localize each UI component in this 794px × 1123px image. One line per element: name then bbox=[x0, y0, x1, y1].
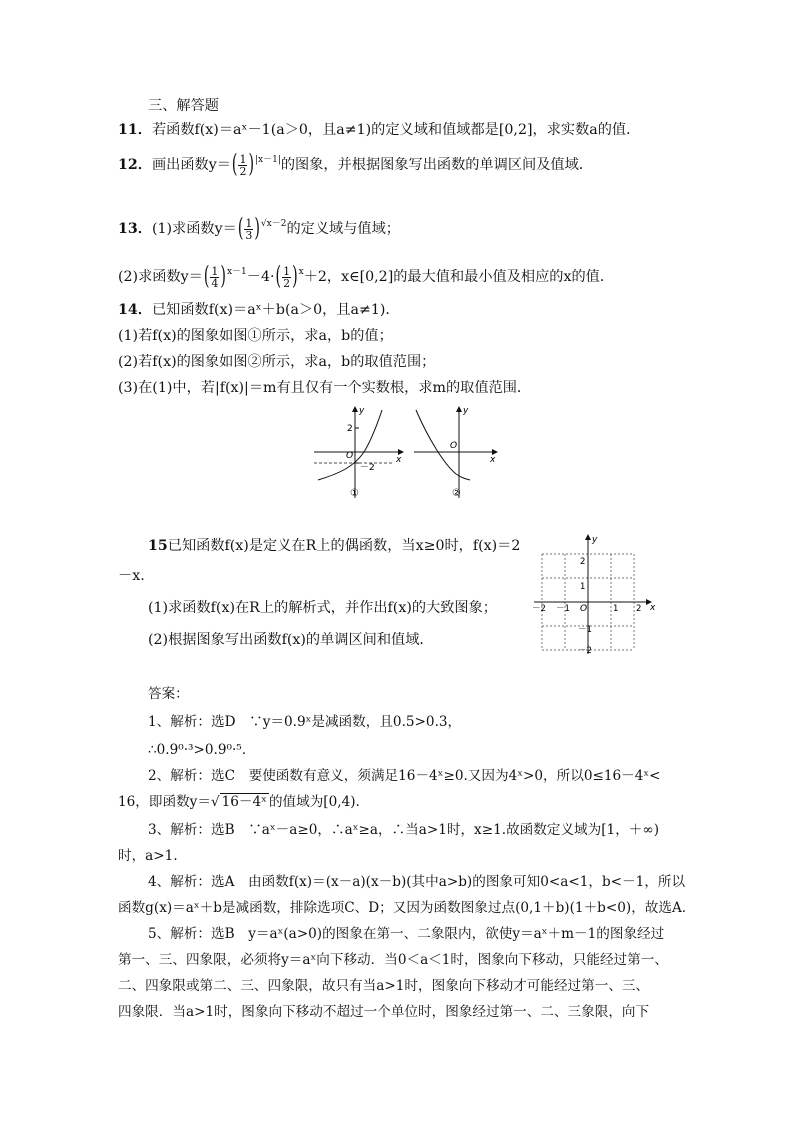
answer-2-line-1: 2、解析：选C 要使函数有意义，须满足16－4ˣ≥0.又因为4ˣ>0，所以0≤16－4ˣ< bbox=[148, 768, 661, 784]
sqrt-radicand: 16－4ˣ bbox=[221, 794, 267, 810]
answer-title: 答案： bbox=[148, 686, 189, 702]
question-14-part-1: (1)若f(x)的图象如图①所示，求a，b的值； bbox=[118, 328, 393, 344]
question-text: 已知函数f(x)是定义在R上的偶函数，当x≥0时，f(x)＝2 bbox=[167, 538, 521, 554]
fraction: $\frac{1}{2}$ bbox=[239, 152, 247, 178]
fraction: $\frac{1}{2}$ bbox=[283, 264, 291, 290]
question-14-part-2: (2)若f(x)的图象如图②所示，求a，b的取值范围； bbox=[118, 354, 436, 370]
figure-label: ② bbox=[452, 488, 461, 499]
tick-x-neg-2: －2 bbox=[532, 604, 546, 614]
figure-1-graph bbox=[310, 402, 410, 502]
answer-5-line-3: 二、四象限或第二、三、四象限，故只有当a>1时，图象向下移动才可能经过第一、三、 bbox=[118, 978, 650, 994]
question-15-line-2: －x. bbox=[118, 568, 145, 584]
answer-3-line-2: 时，a>1. bbox=[118, 848, 178, 864]
question-15-part-1: (1)求函数f(x)在R上的解析式，并作出f(x)的大致图象； bbox=[148, 600, 497, 616]
figure-3-grid bbox=[528, 530, 660, 656]
question-text-post: 的定义域与值域； bbox=[286, 221, 400, 237]
tick-y-1: 1 bbox=[580, 582, 586, 592]
fraction: $\frac{1}{3}$ bbox=[245, 216, 253, 242]
question-12: 12．画出函数y＝( $\frac{1}{2}$ )$^{|x-1|}$的图象，并根据图象写出函数的单调区间及值域． bbox=[118, 150, 593, 180]
question-text-mid: －4· bbox=[246, 269, 275, 285]
question-14 bbox=[118, 300, 400, 320]
exponent: x bbox=[298, 267, 304, 277]
answer-5-line-1: 5、解析：选B y＝aˣ(a>0)的图象在第一、二象限内，欲使y＝aˣ＋m－1的图象经过 bbox=[148, 926, 665, 942]
tick-x-2: 2 bbox=[636, 604, 642, 614]
tick-label-neg-2: －2 bbox=[360, 463, 375, 473]
origin-label: O bbox=[580, 604, 588, 614]
figure-2-graph bbox=[404, 402, 504, 502]
section-title: 三、解答题 bbox=[148, 98, 219, 114]
question-text-pre: (2)求函数y＝ bbox=[118, 269, 203, 285]
question-number: 13． bbox=[118, 221, 152, 237]
question-stem: 已知函数f(x)＝aˣ＋b(a＞0，且a≠1)． bbox=[151, 302, 400, 318]
origin-label: O bbox=[346, 451, 354, 461]
question-11 bbox=[118, 120, 640, 140]
fraction: $\frac{1}{4}$ bbox=[211, 264, 219, 290]
answer-4-line-2: 函数g(x)＝aˣ＋b是减函数，排除选项C、D；又因为函数图象过点(0,1＋b)(1＋b<0)，故选A. bbox=[118, 900, 687, 916]
figure-label: ① bbox=[350, 488, 359, 499]
tick-y-neg-2: －2 bbox=[578, 646, 592, 656]
question-15-line-1 bbox=[148, 536, 520, 556]
question-number: 11． bbox=[118, 122, 152, 138]
answer-5-line-4: 四象限．当a>1时，图象向下移动不超过一个单位时，图象经过第一、二、三象限，向下 bbox=[118, 1004, 650, 1020]
question-text-post: 的图象，并根据图象写出函数的单调区间及值域． bbox=[280, 157, 593, 173]
y-axis-label: y bbox=[463, 406, 469, 416]
question-text-pre: 画出函数y＝ bbox=[151, 157, 231, 173]
question-13-part-1: 13．(1)求函数y＝( $\frac{1}{3}$ )$^{√x-2}$的定义域与值域； bbox=[118, 214, 400, 244]
question-number: 12． bbox=[118, 157, 152, 173]
exponent: x－1 bbox=[226, 267, 247, 277]
tick-x-1: 1 bbox=[613, 604, 619, 614]
x-axis-label: x bbox=[650, 603, 656, 613]
answer-5-line-2: 第一、三、四象限，必须将y＝aˣ向下移动．当0＜a＜1时，图象向下移动，只能经过第一、 bbox=[118, 952, 668, 968]
y-axis-label: y bbox=[359, 406, 365, 416]
tick-label-2: 2 bbox=[347, 424, 353, 434]
x-axis-label: x bbox=[490, 455, 496, 465]
x-axis-label: x bbox=[396, 455, 402, 465]
exponent: √x－2 bbox=[260, 219, 287, 229]
question-13-part-2: (2)求函数y＝( $\frac{1}{4}$ )$^{x-1}$－4·( $\frac{1}{2}$ )$^x$＋2，x∈[0,2]的最大值和最小值及相应的x的值． bbox=[118, 262, 615, 292]
answer-1-line-1: 1、解析：选D ∵y＝0.9ˣ是减函数，且0.5>0.3， bbox=[148, 714, 462, 730]
question-15-part-2: (2)根据图象写出函数f(x)的单调区间和值域． bbox=[148, 632, 434, 648]
answer-2-line-2: 16，即函数y＝√ 16－4ˣ 的值域为[0,4). bbox=[118, 794, 360, 810]
question-number: 15 bbox=[148, 538, 168, 554]
origin-label: O bbox=[450, 441, 458, 451]
question-text-post: ＋2，x∈[0,2]的最大值和最小值及相应的x的值． bbox=[303, 269, 615, 285]
answer-2-text-a: 16，即函数y＝ bbox=[118, 794, 211, 810]
answer-3-line-1: 3、解析：选B ∵aˣ－a≥0，∴aˣ≥a，∴当a>1时，x≥1.故函数定义域为[1，＋∞) bbox=[148, 822, 660, 838]
tick-x-neg-1: －1 bbox=[556, 604, 570, 614]
answer-1-line-2: ∴0.9⁰·³>0.9⁰·⁵. bbox=[148, 742, 247, 758]
tick-y-2: 2 bbox=[580, 557, 586, 567]
answer-2-text-b: 的值域为[0,4). bbox=[268, 794, 360, 810]
question-14-part-3: (3)在(1)中，若|f(x)|＝m有且仅有一个实数根，求m的取值范围． bbox=[118, 380, 532, 396]
exponent: |x－1| bbox=[254, 155, 281, 165]
answer-4-line-1: 4、解析：选A 由函数f(x)＝(x－a)(x－b)(其中a>b)的图象可知0<a<1，b<－1，所以 bbox=[148, 874, 686, 890]
question-number: 14． bbox=[118, 302, 152, 318]
tick-y-neg-1: －1 bbox=[578, 625, 592, 635]
y-axis-label: y bbox=[592, 535, 598, 545]
question-text: 若函数f(x)＝aˣ－1(a＞0，且a≠1)的定义域和值域都是[0,2]，求实数a的值． bbox=[151, 122, 641, 138]
question-text-pre: (1)求函数y＝ bbox=[151, 221, 237, 237]
